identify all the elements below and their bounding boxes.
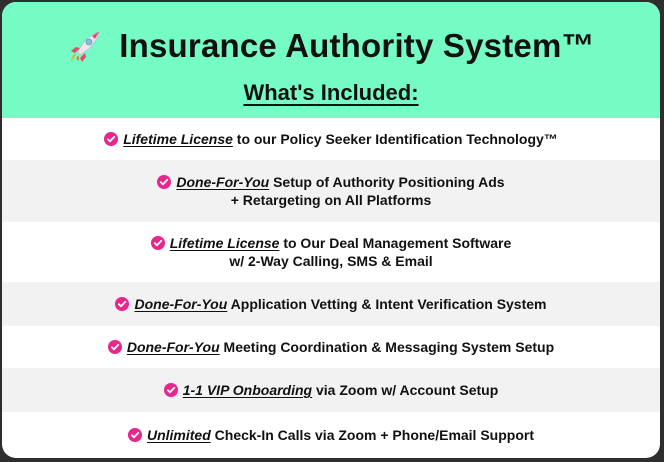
item-emphasis: Unlimited (146, 427, 211, 443)
list-item-text (128, 426, 534, 444)
item-emphasis: Lifetime License (169, 235, 280, 251)
section-subtitle: What's Included: (243, 80, 419, 105)
item-text: Setup of Authority Positioning Ads (269, 174, 505, 190)
check-circle-icon (157, 175, 171, 189)
list-item (2, 160, 660, 222)
header-banner (2, 2, 660, 118)
check-circle-icon (115, 297, 129, 311)
check-circle-icon (151, 236, 165, 250)
check-circle-icon (164, 383, 178, 397)
item-text: Application Vetting & Intent Verification System (227, 296, 547, 312)
list-item (2, 412, 660, 458)
item-text-line2: w/ 2-Way Calling, SMS & Email (229, 253, 433, 269)
item-emphasis: Done-For-You (134, 296, 228, 312)
page-title: Insurance Authority System™ (119, 27, 595, 64)
list-item-text (164, 381, 499, 399)
item-text: Meeting Coordination & Messaging System Setup (219, 339, 555, 355)
list-item (2, 118, 660, 160)
check-circle-icon (128, 428, 142, 442)
item-text: Check-In Calls via Zoom + Phone/Email Support (210, 427, 534, 443)
rocket-icon (67, 28, 103, 64)
item-text: via Zoom w/ Account Setup (312, 382, 499, 398)
item-text: to our Policy Seeker Identification Technology™ (232, 131, 558, 147)
item-emphasis: Lifetime License (123, 131, 233, 147)
list-item (2, 282, 660, 326)
included-list (2, 118, 660, 458)
list-item-text (104, 130, 558, 148)
list-item (2, 326, 660, 368)
item-text-line2: + Retargeting on All Platforms (230, 192, 432, 208)
list-item (2, 368, 660, 412)
included-card (2, 2, 660, 458)
item-emphasis: 1-1 VIP Onboarding (182, 382, 313, 398)
item-text: to Our Deal Management Software (279, 235, 512, 251)
item-emphasis: Done-For-You (126, 339, 220, 355)
item-emphasis: Done-For-You (176, 174, 270, 190)
list-item-text (157, 173, 504, 209)
title-row (2, 24, 660, 68)
check-circle-icon (108, 340, 122, 354)
list-item-text (115, 295, 546, 313)
check-circle-icon (104, 132, 118, 146)
list-item (2, 222, 660, 282)
list-item-text (108, 338, 554, 356)
list-item-text (151, 234, 512, 270)
